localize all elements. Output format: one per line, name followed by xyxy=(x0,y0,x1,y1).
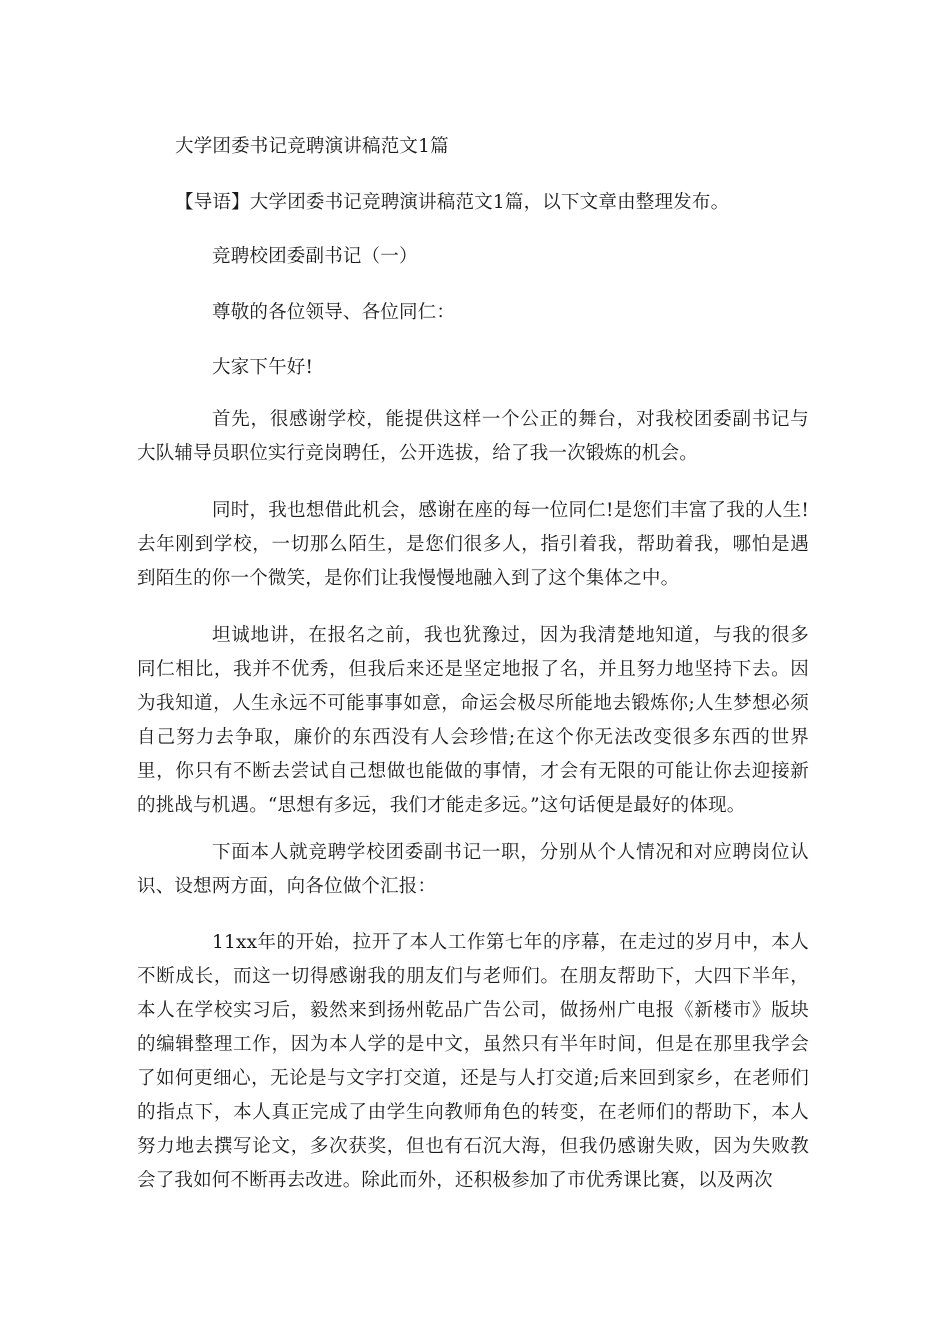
body-paragraph: 坦诚地讲，在报名之前，我也犹豫过，因为我清楚地知道，与我的很多同仁相比，我并不优秀，但我后来还是坚定地报了名，并且努力地坚持下去。因为我知道，人生永远不可能事事如意，命运会极尽所能地去锻炼你;人生梦想必须自己努力去争取，廉价的东西没有人会珍惜;在这个你无法改变很多东西的世界里，你只有不断去尝试自己想做也能做的事情，才会有无限的可能让你去迎接新的挑战与机遇。“思想有多远，我们才能走多远。”这句话便是最好的体现。 xyxy=(137,625,809,816)
body-paragraph: 11xx年的开始，拉开了本人工作第七年的序幕，在走过的岁月中，本人不断成长，而这一切得感谢我的朋友们与老师们。在朋友帮助下，大四下半年，本人在学校实习后，毅然来到扬州乾品广告公司，做扬州广电报《新楼市》版块的编辑整理工作，因为本人学的是中文，虽然只有半年时间，但是在那里我学会了如何更细心，无论是与文字打交道，还是与人打交道;后来回到家乡，在老师们的指点下，本人真正完成了由学生向教师角色的转变，在老师们的帮助下，本人努力地去撰写论文，多次获奖，但也有石沉大海，但我仍感谢失败，因为失败教会了我如何不断再去改进。除此而外，还积极参加了市优秀课比赛，以及两次 xyxy=(137,932,809,1191)
document-title: 大学团委书记竞聘演讲稿范文1篇 xyxy=(175,136,449,157)
section-subtitle: 竞聘校团委副书记（一） xyxy=(212,246,418,267)
body-paragraph: 首先，很感谢学校，能提供这样一个公正的舞台，对我校团委副书记与大队辅导员职位实行竞岗聘任，公开选拔，给了我一次锻炼的机会。 xyxy=(137,409,809,464)
body-paragraph: 同时，我也想借此机会，感谢在座的每一位同仁!是您们丰富了我的人生!去年刚到学校，一切那么陌生，是您们很多人，指引着我，帮助着我，哪怕是遇到陌生的你一个微笑，是你们让我慢慢地融入到了这个集体之中。 xyxy=(137,500,809,589)
body-paragraph: 下面本人就竞聘学校团委副书记一职，分别从个人情况和对应聘岗位认识、设想两方面，向各位做个汇报： xyxy=(137,842,809,897)
lead-paragraph: 【导语】大学团委书记竞聘演讲稿范文1篇，以下文章由整理发布。 xyxy=(175,192,730,213)
salutation: 尊敬的各位领导、各位同仁： xyxy=(212,302,456,323)
greeting: 大家下午好! xyxy=(212,357,314,378)
